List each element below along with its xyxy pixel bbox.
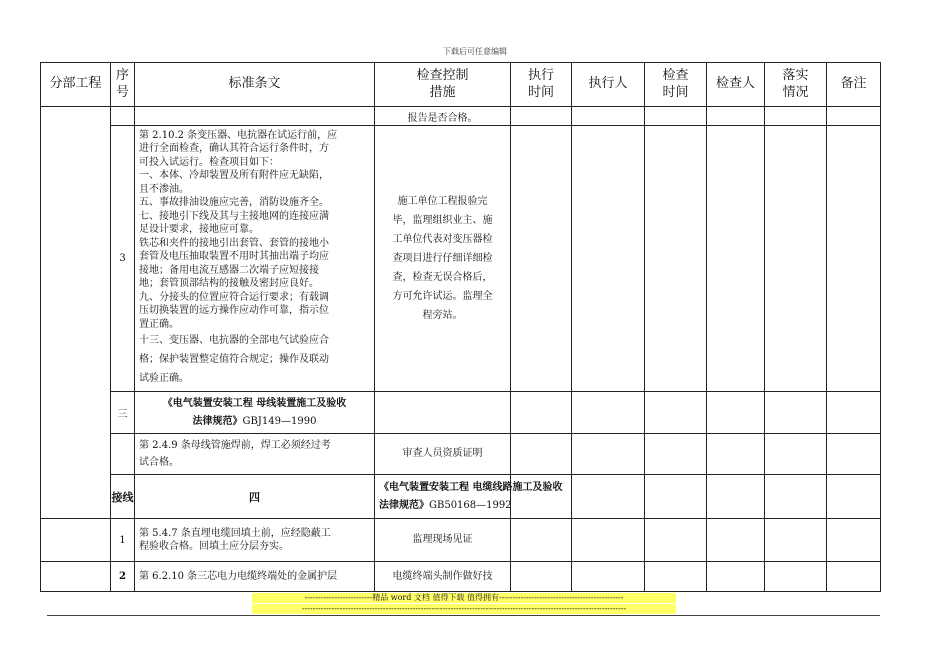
standard-cell: 《电气装置安装工程 母线装置施工及验收 法律规范》GBJ149—1990 <box>135 392 375 434</box>
table-row <box>41 392 881 434</box>
header-exec-time: 执行 时间 <box>511 63 572 107</box>
seq-cell: 三 <box>111 392 135 434</box>
control-cell: 报告是否合格。 <box>375 107 511 126</box>
header-inspect-time: 检查 时间 <box>645 63 707 107</box>
header-executor: 执行人 <box>572 63 645 107</box>
table-row <box>41 519 881 562</box>
table-row <box>41 434 881 475</box>
table-row <box>41 475 881 519</box>
seq-cell: 四 <box>135 475 375 519</box>
sub-project-cell <box>41 107 111 519</box>
footer-banner-line: ------------------------------------------------------------------------------------------------------------------------ <box>252 604 676 614</box>
inspection-table <box>40 62 881 592</box>
header-inspector: 检查人 <box>707 63 765 107</box>
standard-cell: 第 2.4.9 条母线管施焊前，焊工必须经过考 试合格。 <box>135 434 375 475</box>
seq-cell: 3 <box>111 126 135 392</box>
sub-project-cell: 接线 <box>111 475 135 519</box>
header-row <box>41 63 881 107</box>
table-row <box>41 107 881 126</box>
table-row <box>41 126 881 392</box>
header-check-control: 检查控制 措施 <box>375 63 511 107</box>
table-row <box>41 562 881 592</box>
header-standard: 标准条文 <box>135 63 375 107</box>
top-note: 下载后可任意编辑 <box>443 47 507 56</box>
standard-cell: 第 2.10.2 条变压器、电抗器在试运行前，应 进行全面检查，确认其符合运行条件时，方 可投入试运行。检查项目如下： 一、本体、冷却装置及所有附件应无缺陷， 且不渗油。 五、事故排油设施应完善，消防设施齐全。 七、接地引下线及其与主接地网的连接应满 足设计要求，接地应可靠。 铁芯和夹件的接地引出套管、套管的接地小 套管及电压抽取装置不用时其抽出端子均应 接地；备用电流互感器二次端子应短接接 地；套管顶部结构的接触及密封应良好。 九、分接头的位置应符合运行要求；有载调 压切换装置的远方操作应动作可靠，指示位 置正确。 十三、变压器、电抗器的全部电气试验应合 格；保护装置整定值符合规定；操作及联动 试验正确。 <box>135 126 375 392</box>
control-cell: 电缆终端头制作做好技 <box>375 562 511 592</box>
control-cell: 审查人员资质证明 <box>375 434 511 475</box>
standard-cell: 第 6.2.10 条三芯电力电缆终端处的金属护层 <box>135 562 375 592</box>
header-seq: 序 号 <box>111 63 135 107</box>
footer-banner: -------------------------精品 word 文档 值得下载 值得拥有---------------------------------------------- <box>252 593 676 603</box>
seq-cell: 1 <box>111 519 135 562</box>
footer-divider <box>47 615 880 616</box>
standard-cell: 第 5.4.7 条直埋电缆回填土前，应经隐蔽工 程验收合格。回填土应分层夯实。 <box>135 519 375 562</box>
standard-cell: 《电气装置安装工程 电缆线路施工及验收 法律规范》GB50168—1992 <box>375 475 511 519</box>
control-cell: 施工单位工程报验完 毕，监理组织业主、施 工单位代表对变压器检 查项目进行仔细详细检 查，检查无误合格后， 方可允许试运。监理全 程旁站。 <box>375 126 511 392</box>
header-sub-project: 分部工程 <box>41 63 111 107</box>
control-cell: 监理现场见证 <box>375 519 511 562</box>
header-implementation: 落实 情况 <box>765 63 827 107</box>
seq-cell: 2 <box>111 562 135 592</box>
header-remark: 备注 <box>827 63 881 107</box>
